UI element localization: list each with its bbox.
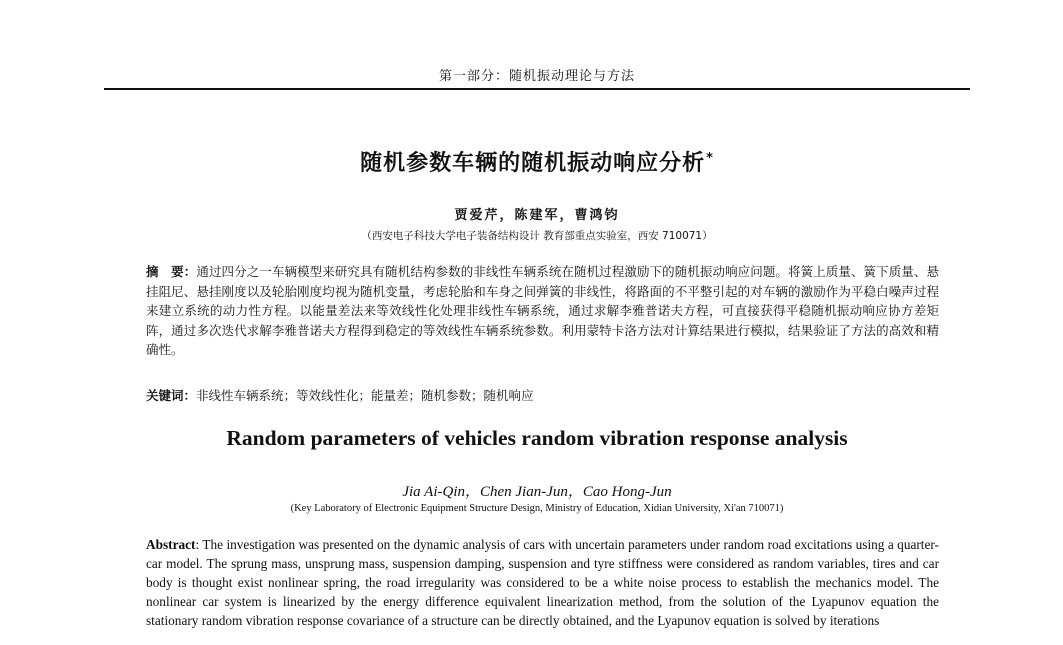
chinese-abstract-text: 通过四分之一车辆模型来研究具有随机结构参数的非线性车辆系统在随机过程激励下的随机振动响应问题。将簧上质量、簧下质量、悬挂阻尼、悬挂刚度以及轮胎刚度均视为随机变量，考虑轮胎和车身之间弹簧的非线性，将路面的不平整引起的对车辆的激励作为平稳白噪声过程来建立系统的动力性方程。以能量差法来等效线性化处理非线性车辆系统，通过求解李雅普诺夫方程，可直接获得平稳随机振动响应协方差矩阵，通过多次迭代求解李雅普诺夫方程得到稳定的等效线性车辆系统参数。利用蒙特卡洛方法对计算结果进行模拟，结果验证了方法的高效和精确性。 [146, 264, 939, 358]
english-abstract [146, 535, 939, 630]
english-authors: Jia Ai-Qin，Chen Jian-Jun，Cao Hong-Jun [402, 484, 672, 500]
running-head: 第一部分：随机振动理论与方法 [438, 69, 635, 84]
english-abstract-text: : The investigation was presented on the dynamic analysis of cars with uncertain parameters under random road excitations using a quarter-car model. The sprung mass, unsprung mass, suspension damping, suspension and tyre stiffness were considered as random variables, tires and car body is thought exist nonlinear spring, the road irregularity was considered to be a white noise process to establish the mechanics model. The nonlinear car system is linearized by the energy difference equivalent linearization method, from the solution of the Lyapunov equation the stationary random vibration response covariance of a structure can be directly obtained, and the Lyapunov equation is solved by iterations [146, 537, 939, 629]
chinese-keywords [146, 386, 939, 404]
chinese-keywords-label: 关键词： [146, 388, 197, 403]
chinese-title-text: 随机参数车辆的随机振动响应分析 [360, 151, 706, 176]
chinese-keywords-text: 非线性车辆系统；等效线性化；能量差；随机参数；随机响应 [196, 388, 534, 403]
chinese-affiliation: （西安电子科技大学电子装备结构设计 教育部重点实验室，西安 710071） [361, 230, 713, 242]
english-affiliation: (Key Laboratory of Electronic Equipment Structure Design, Ministry of Education, Xidian University, Xi'an 710071) [290, 503, 784, 514]
english-abstract-label: Abstract [146, 537, 196, 552]
chinese-authors: 贾爱芹，陈建军，曹鸿钧 [454, 208, 620, 223]
english-title: Random parameters of vehicles random vibration response analysis [226, 426, 848, 450]
header-rule [104, 88, 970, 90]
chinese-title [104, 146, 970, 177]
chinese-abstract [146, 262, 939, 360]
chinese-abstract-label: 摘 要： [146, 264, 197, 279]
title-footnote-mark: * [706, 150, 714, 166]
